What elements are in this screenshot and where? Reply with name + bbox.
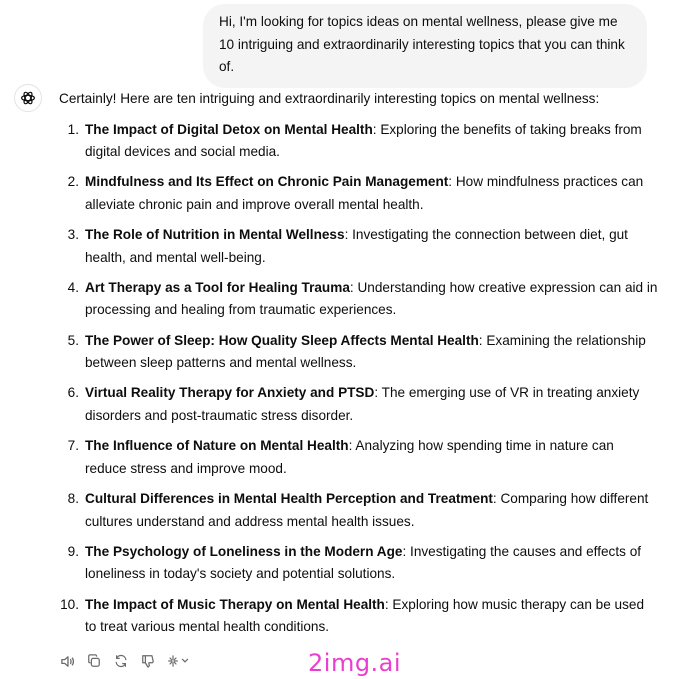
list-item-description: : Exploring the benefits of taking breaks from digital devices and social media. bbox=[85, 121, 642, 159]
list-item-number: 5. bbox=[67, 332, 79, 348]
list-item-description: : Investigating the connection between diet, gut health, and mental well-being. bbox=[85, 227, 628, 265]
user-message-bubble bbox=[203, 4, 647, 88]
list-item-description: : How mindfulness practices can alleviate chronic pain and improve overall mental health. bbox=[85, 174, 644, 212]
list-item bbox=[59, 277, 659, 322]
openai-logo-icon bbox=[19, 89, 37, 107]
list-item-number: 9. bbox=[67, 543, 79, 559]
list-item bbox=[59, 171, 659, 216]
list-item-description: : Understanding how creative expression can aid in processing and healing from traumatic experiences. bbox=[85, 279, 658, 318]
user-message-text: Hi, I'm looking for topics ideas on mental wellness, please give me 10 intriguing and extraordinarily interesting topics that you can think of. bbox=[219, 14, 625, 74]
list-item-title: Cultural Differences in Mental Health Perception and Treatment bbox=[85, 491, 493, 507]
assistant-intro: Certainly! Here are ten intriguing and extraordinarily interesting topics on mental wellness: bbox=[59, 91, 600, 106]
list-item-title: Mindfulness and Its Effect on Chronic Pain Management bbox=[85, 174, 449, 190]
assistant-message bbox=[59, 88, 659, 646]
list-item bbox=[59, 541, 659, 586]
list-item bbox=[59, 224, 659, 269]
list-item-number: 4. bbox=[67, 279, 79, 295]
list-item bbox=[59, 594, 659, 639]
copy-icon[interactable] bbox=[85, 652, 103, 670]
list-item-number: 7. bbox=[67, 438, 79, 454]
list-item bbox=[59, 330, 659, 375]
list-item-number: 1. bbox=[67, 121, 79, 137]
thumbs-down-icon[interactable] bbox=[139, 652, 157, 670]
message-actions-toolbar bbox=[58, 651, 192, 671]
assistant-avatar bbox=[14, 84, 42, 112]
topic-list bbox=[59, 119, 659, 639]
list-item-number: 2. bbox=[67, 174, 79, 190]
list-item-description: : The emerging use of VR in treating anxiety disorders and post-traumatic stress disorder. bbox=[85, 385, 640, 423]
list-item-description: : Investigating the causes and effects of loneliness in today's society and potential solutions. bbox=[85, 543, 642, 582]
watermark: 2img.ai bbox=[308, 649, 402, 677]
list-item-title: Art Therapy as a Tool for Healing Trauma bbox=[85, 279, 350, 295]
list-item-description: : Exploring how music therapy can be used to treat various mental health conditions. bbox=[85, 596, 645, 635]
list-item-title: The Impact of Music Therapy on Mental Health bbox=[85, 596, 385, 612]
list-item-title: The Influence of Nature on Mental Health bbox=[85, 438, 349, 454]
list-item-number: 3. bbox=[67, 227, 79, 243]
list-item-description: : Examining the relationship between sleep patterns and mental wellness. bbox=[85, 332, 646, 371]
regenerate-icon[interactable] bbox=[112, 652, 130, 670]
list-item bbox=[59, 488, 659, 533]
list-item-title: The Role of Nutrition in Mental Wellness bbox=[85, 227, 345, 243]
list-item-number: 10. bbox=[60, 596, 79, 612]
sparkle-icon[interactable] bbox=[166, 652, 192, 670]
list-item-title: The Power of Sleep: How Quality Sleep Affects Mental Health bbox=[85, 332, 479, 348]
list-item bbox=[59, 119, 659, 164]
list-item-title: The Psychology of Loneliness in the Modern Age bbox=[85, 543, 403, 559]
list-item-description: : Analyzing how spending time in nature can reduce stress and improve mood. bbox=[85, 438, 614, 476]
list-item-number: 8. bbox=[67, 491, 79, 507]
list-item-title: Virtual Reality Therapy for Anxiety and PTSD bbox=[85, 385, 375, 401]
list-item-number: 6. bbox=[67, 385, 79, 401]
speaker-icon[interactable] bbox=[58, 652, 76, 670]
list-item-description: : Comparing how different cultures understand and address mental health issues. bbox=[85, 491, 649, 529]
list-item bbox=[59, 382, 659, 427]
list-item-title: The Impact of Digital Detox on Mental Health bbox=[85, 121, 373, 137]
list-item bbox=[59, 435, 659, 480]
